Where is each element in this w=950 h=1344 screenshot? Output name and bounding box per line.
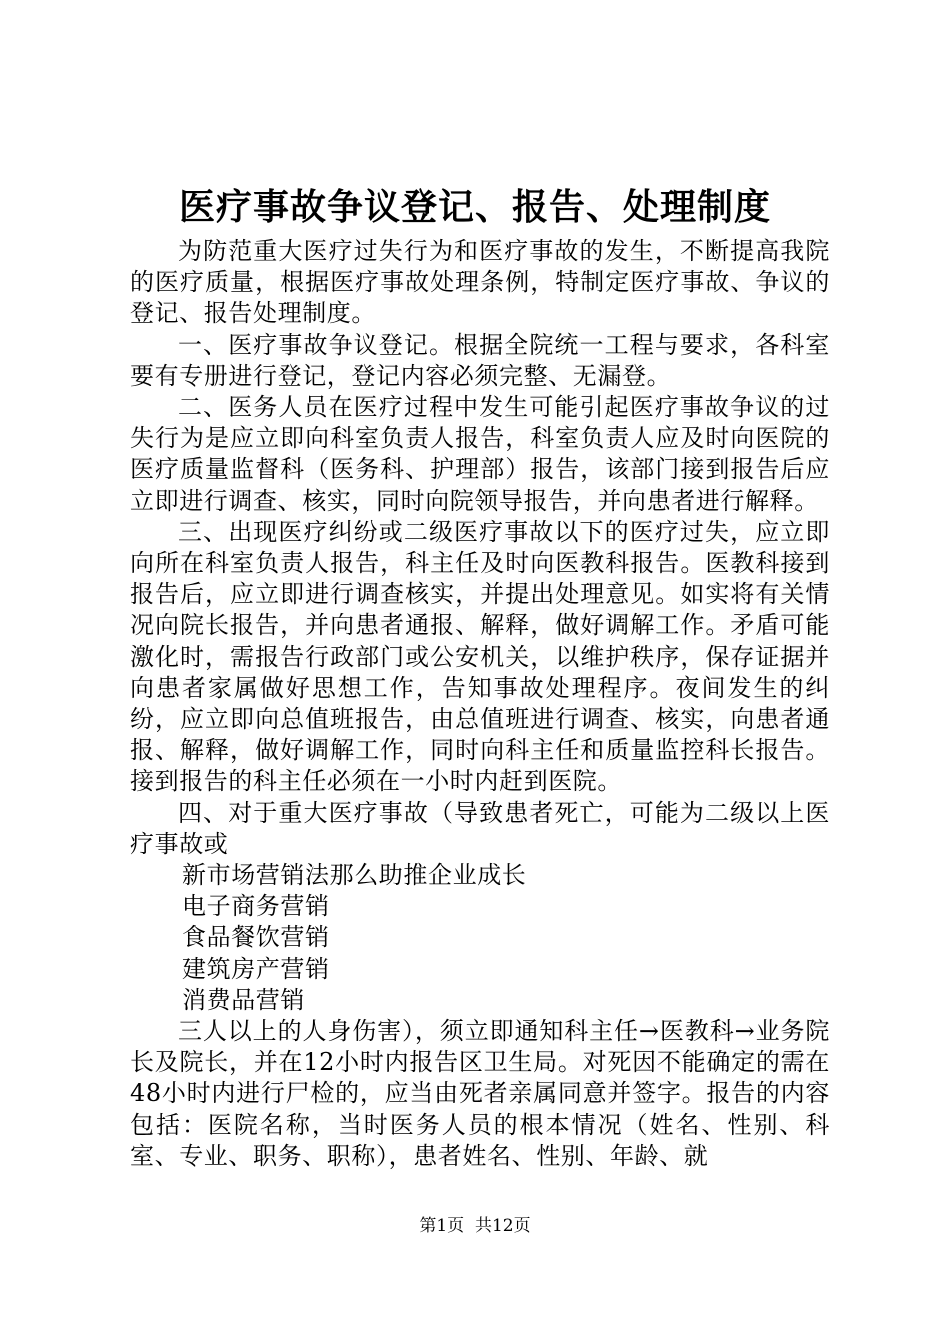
paragraph-section-3: 三、出现医疗纠纷或二级医疗事故以下的医疗过失，应立即向所在科室负责人报告，科主任及时向医教科报告。医教科接到报告后，应立即进行调查核实，并提出处理意见。如实将有关情况向院长报告，并向患者通报、解释，做好调解工作。矛盾可能激化时，需报告行政部门或公安机关，以维护秩序，保存证据并向患者家属做好思想工作，告知事故处理程序。夜间发生的纠纷，应立即向总值班报告，由总值班进行调查、核实，向患者通报、解释，做好调解工作，同时向科主任和质量监控科长报告。接到报告的科主任必须在一小时内赶到医院。 <box>130 517 830 796</box>
inserted-line: 消费品营销 <box>182 985 305 1014</box>
document-title: 医疗事故争议登记、报告、处理制度 <box>178 186 771 228</box>
page-footer <box>0 1215 950 1237</box>
paragraph-section-4: 四、对于重大医疗事故（导致患者死亡，可能为二级以上医疗事故或 <box>130 798 830 858</box>
page-number: 第1页 共12页 <box>419 1216 531 1236</box>
paragraph-section-2: 二、医务人员在医疗过程中发生可能引起医疗事故争议的过失行为是应立即向科室负责人报告，科室负责人应及时向医院的医疗质量监督科（医务科、护理部）报告，该部门接到报告后应立即进行调查、核实，同时向院领导报告，并向患者进行解释。 <box>130 393 830 515</box>
paragraph-intro: 为防范重大医疗过失行为和医疗事故的发生，不断提高我院的医疗质量，根据医疗事故处理条例，特制定医疗事故、争议的登记、报告处理制度。 <box>130 237 830 328</box>
inserted-line: 新市场营销法那么助推企业成长 <box>182 861 527 890</box>
inserted-line: 建筑房产营销 <box>182 954 330 983</box>
inserted-line: 电子商务营销 <box>182 892 330 921</box>
document-body <box>130 236 830 1172</box>
paragraph-continuation: 三人以上的人身伤害），须立即通知科主任→医教科→业务院长及院长，并在12小时内报告区卫生局。对死因不能确定的需在48小时内进行尸检的，应当由死者亲属同意并签字。报告的内容包括：医院名称，当时医务人员的根本情况（姓名、性别、科室、专业、职务、职称），患者姓名、性别、年龄、就 <box>130 1017 830 1170</box>
inserted-line: 食品餐饮营销 <box>182 923 330 952</box>
paragraph-section-1: 一、医疗事故争议登记。根据全院统一工程与要求，各科室要有专册进行登记，登记内容必须完整、无漏登。 <box>130 330 830 390</box>
